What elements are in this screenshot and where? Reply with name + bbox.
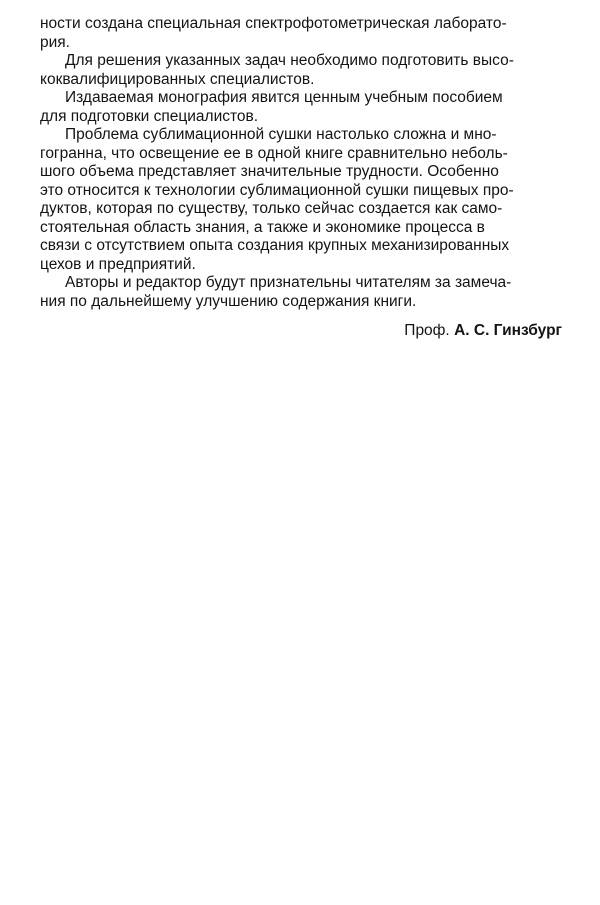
text-line: коквалифицированных специалистов. [40,70,315,88]
text-line: Для решения указанных задач необходимо подготовить высо- [65,52,514,69]
document-page [40,15,562,341]
text-line: Издаваемая монография явится ценным учебным пособием [65,89,503,106]
text-line: цехов и предприятий. [40,255,196,273]
text-line: ния по дальнейшему улучшению содержания книги. [40,292,417,310]
text-line: для подготовки специалистов. [40,107,259,125]
text-line: ности создана специальная спектрофотометрическая лаборато- [40,15,507,32]
text-line: рия. [40,33,70,51]
signature-title: Проф. [404,322,450,339]
paragraph-problem [40,126,562,274]
text-line: Авторы и редактор будут признательны читателям за замеча- [65,274,512,291]
paragraph-acknowledgement [40,274,562,311]
paragraph-continuation [40,15,562,52]
text-line: стоятельная область знания, а также и экономике процесса в [40,218,485,236]
signature-name: А. С. Гинзбург [454,322,562,339]
text-line: гогранна, что освещение ее в одной книге сравнительно неболь- [40,144,508,162]
paragraph-specialists [40,52,562,89]
text-line: Проблема сублимационной сушки настолько сложна и мно- [65,126,497,143]
paragraph-monograph [40,89,562,126]
text-line: дуктов, которая по существу, только сейчас создается как само- [40,200,503,217]
text-line: это относится к технологии сублимационной сушки пищевых про- [40,181,514,199]
text-line: шого объема представляет значительные трудности. Особенно [40,163,499,180]
text-line: связи с отсутствием опыта создания крупных механизированных [40,237,510,254]
signature [40,321,562,341]
